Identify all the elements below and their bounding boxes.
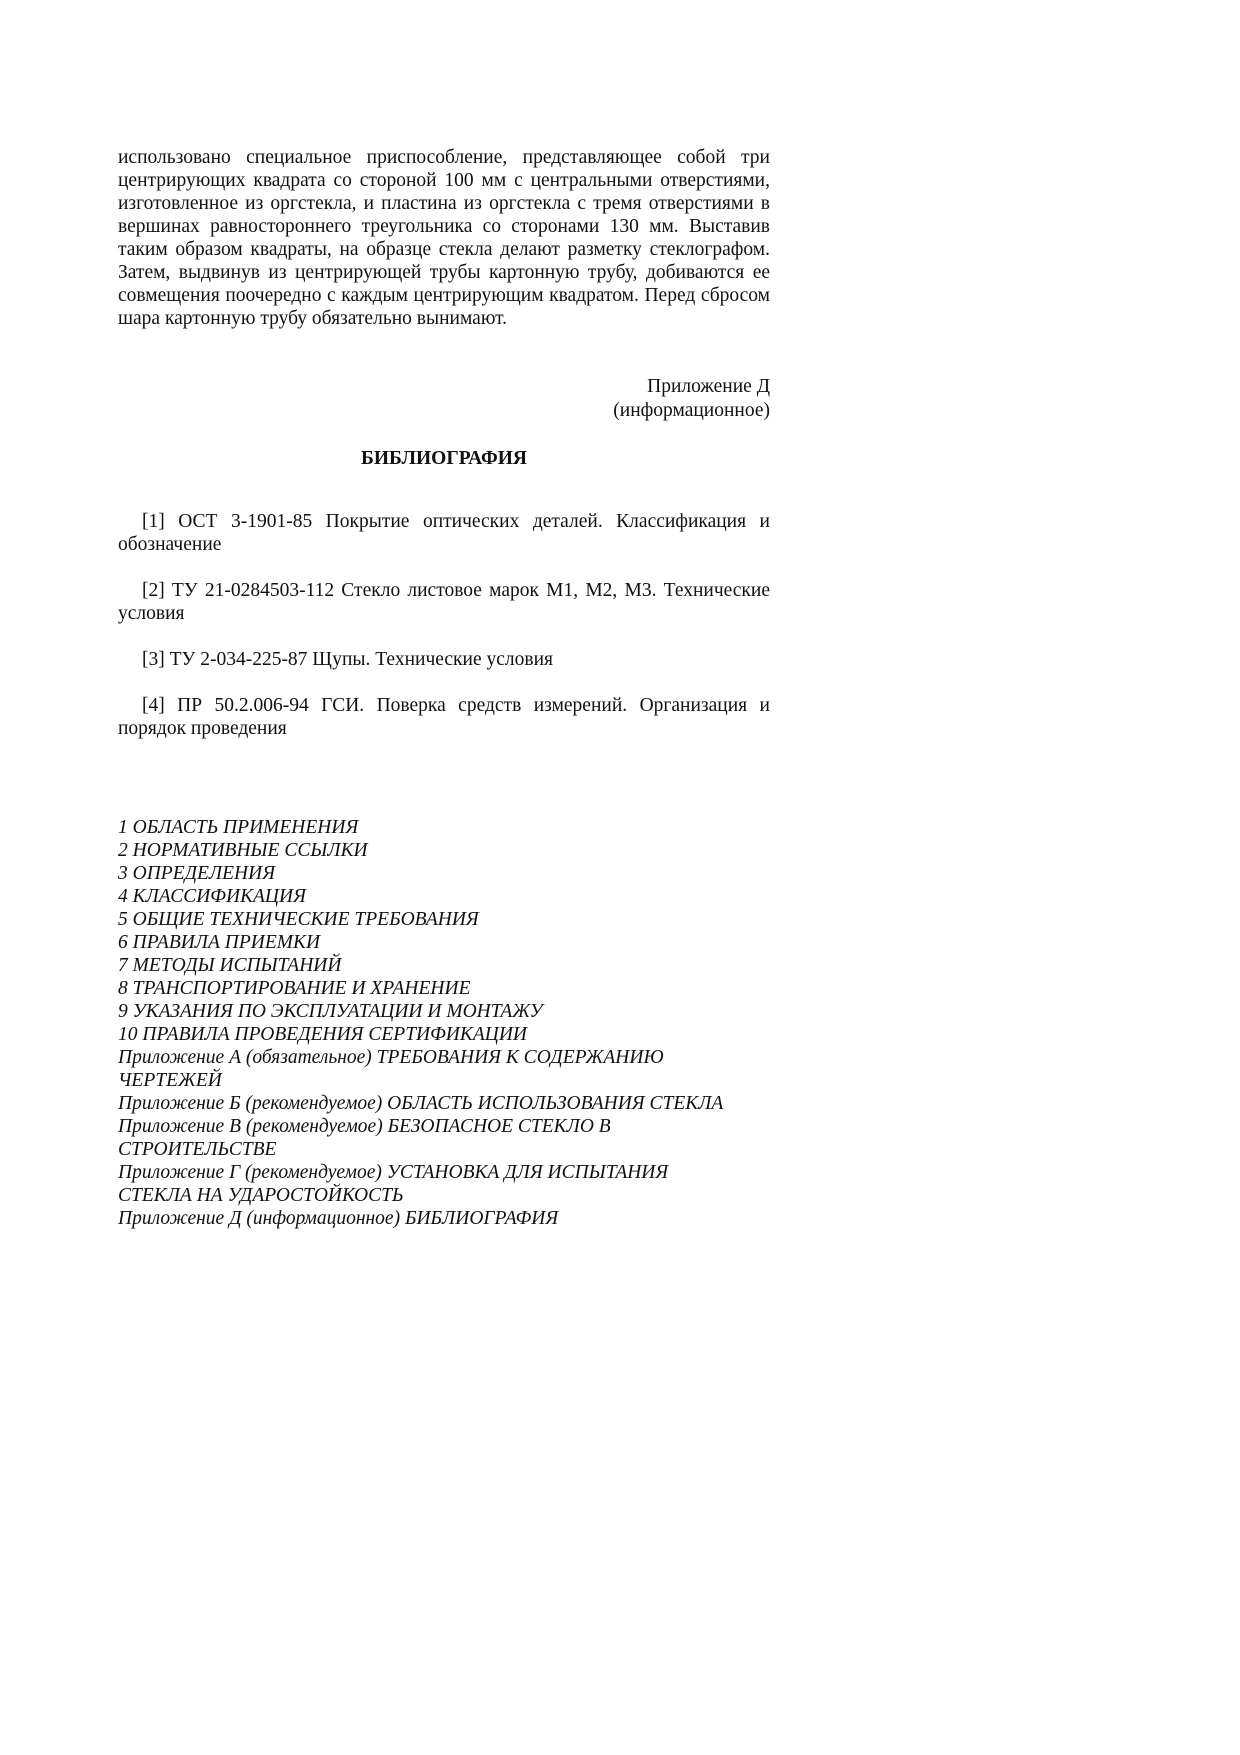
toc-item[interactable]: 9 УКАЗАНИЯ ПО ЭКСПЛУАТАЦИИ И МОНТАЖУ [118,1001,543,1022]
table-of-contents [118,816,770,1230]
bibliography-item: [1] ОСТ 3-1901-85 Покрытие оптических деталей. Классификация и обозначение [118,511,770,555]
toc-item[interactable]: 10 ПРАВИЛА ПРОВЕДЕНИЯ СЕРТИФИКАЦИИ [118,1024,527,1045]
toc-item[interactable]: 2 НОРМАТИВНЫЕ ССЫЛКИ [118,840,368,861]
bibliography-item: [3] ТУ 2-034-225-87 Щупы. Технические условия [142,649,553,670]
toc-item[interactable]: Приложение Б (рекомендуемое) ОБЛАСТЬ ИСПОЛЬЗОВАНИЯ СТЕКЛА [118,1093,724,1114]
toc-item[interactable]: Приложение В (рекомендуемое) БЕЗОПАСНОЕ СТЕКЛО В СТРОИТЕЛЬСТВЕ [118,1116,611,1160]
bibliography-title: БИБЛИОГРАФИЯ [360,448,527,469]
toc-item[interactable]: 3 ОПРЕДЕЛЕНИЯ [118,863,276,884]
appendix-type: (информационное) [613,400,770,421]
bibliography-item: [4] ПР 50.2.006-94 ГСИ. Поверка средств измерений. Организация и порядок проведения [118,695,770,739]
toc-item[interactable]: 5 ОБЩИЕ ТЕХНИЧЕСКИЕ ТРЕБОВАНИЯ [118,909,479,930]
toc-item[interactable]: 1 ОБЛАСТЬ ПРИМЕНЕНИЯ [118,817,359,838]
appendix-label: Приложение Д [647,376,770,397]
bibliography-list [118,510,770,740]
bibliography-item: [2] ТУ 21-0284503-112 Стекло листовое марок М1, М2, М3. Технические условия [118,580,770,624]
document-page [118,146,770,1230]
appendix-heading [118,375,770,423]
toc-item[interactable]: Приложение Г (рекомендуемое) УСТАНОВКА ДЛЯ ИСПЫТАНИЯ СТЕКЛА НА УДАРОСТОЙКОСТЬ [118,1162,669,1206]
toc-item[interactable]: Приложение Д (информационное) БИБЛИОГРАФИЯ [118,1208,559,1229]
toc-item[interactable]: 8 ТРАНСПОРТИРОВАНИЕ И ХРАНЕНИЕ [118,978,471,999]
toc-item[interactable]: 6 ПРАВИЛА ПРИЕМКИ [118,932,321,953]
toc-item[interactable]: 4 КЛАССИФИКАЦИЯ [118,886,306,907]
toc-item[interactable]: Приложение А (обязательное) ТРЕБОВАНИЯ К СОДЕРЖАНИЮ ЧЕРТЕЖЕЙ [118,1047,664,1091]
toc-item[interactable]: 7 МЕТОДЫ ИСПЫТАНИЙ [118,955,342,976]
body-paragraph: использовано специальное приспособление, представляющее собой три центрирующих квадрата со стороной 100 мм с центральными отверстиями, изготовленное из оргстекла, и пластина из оргстекла с тремя отверстиями в вершинах равностороннего треугольника со сторонами 130 мм. Выставив таким образом квадраты, на образце стекла делают разметку стеклографом. Затем, выдвинув из центрирующей трубы картонную трубу, добиваются ее совмещения поочередно с каждым центрирующим квадратом. Перед сбросом шара картонную трубу обязательно вынимают. [118,147,770,329]
